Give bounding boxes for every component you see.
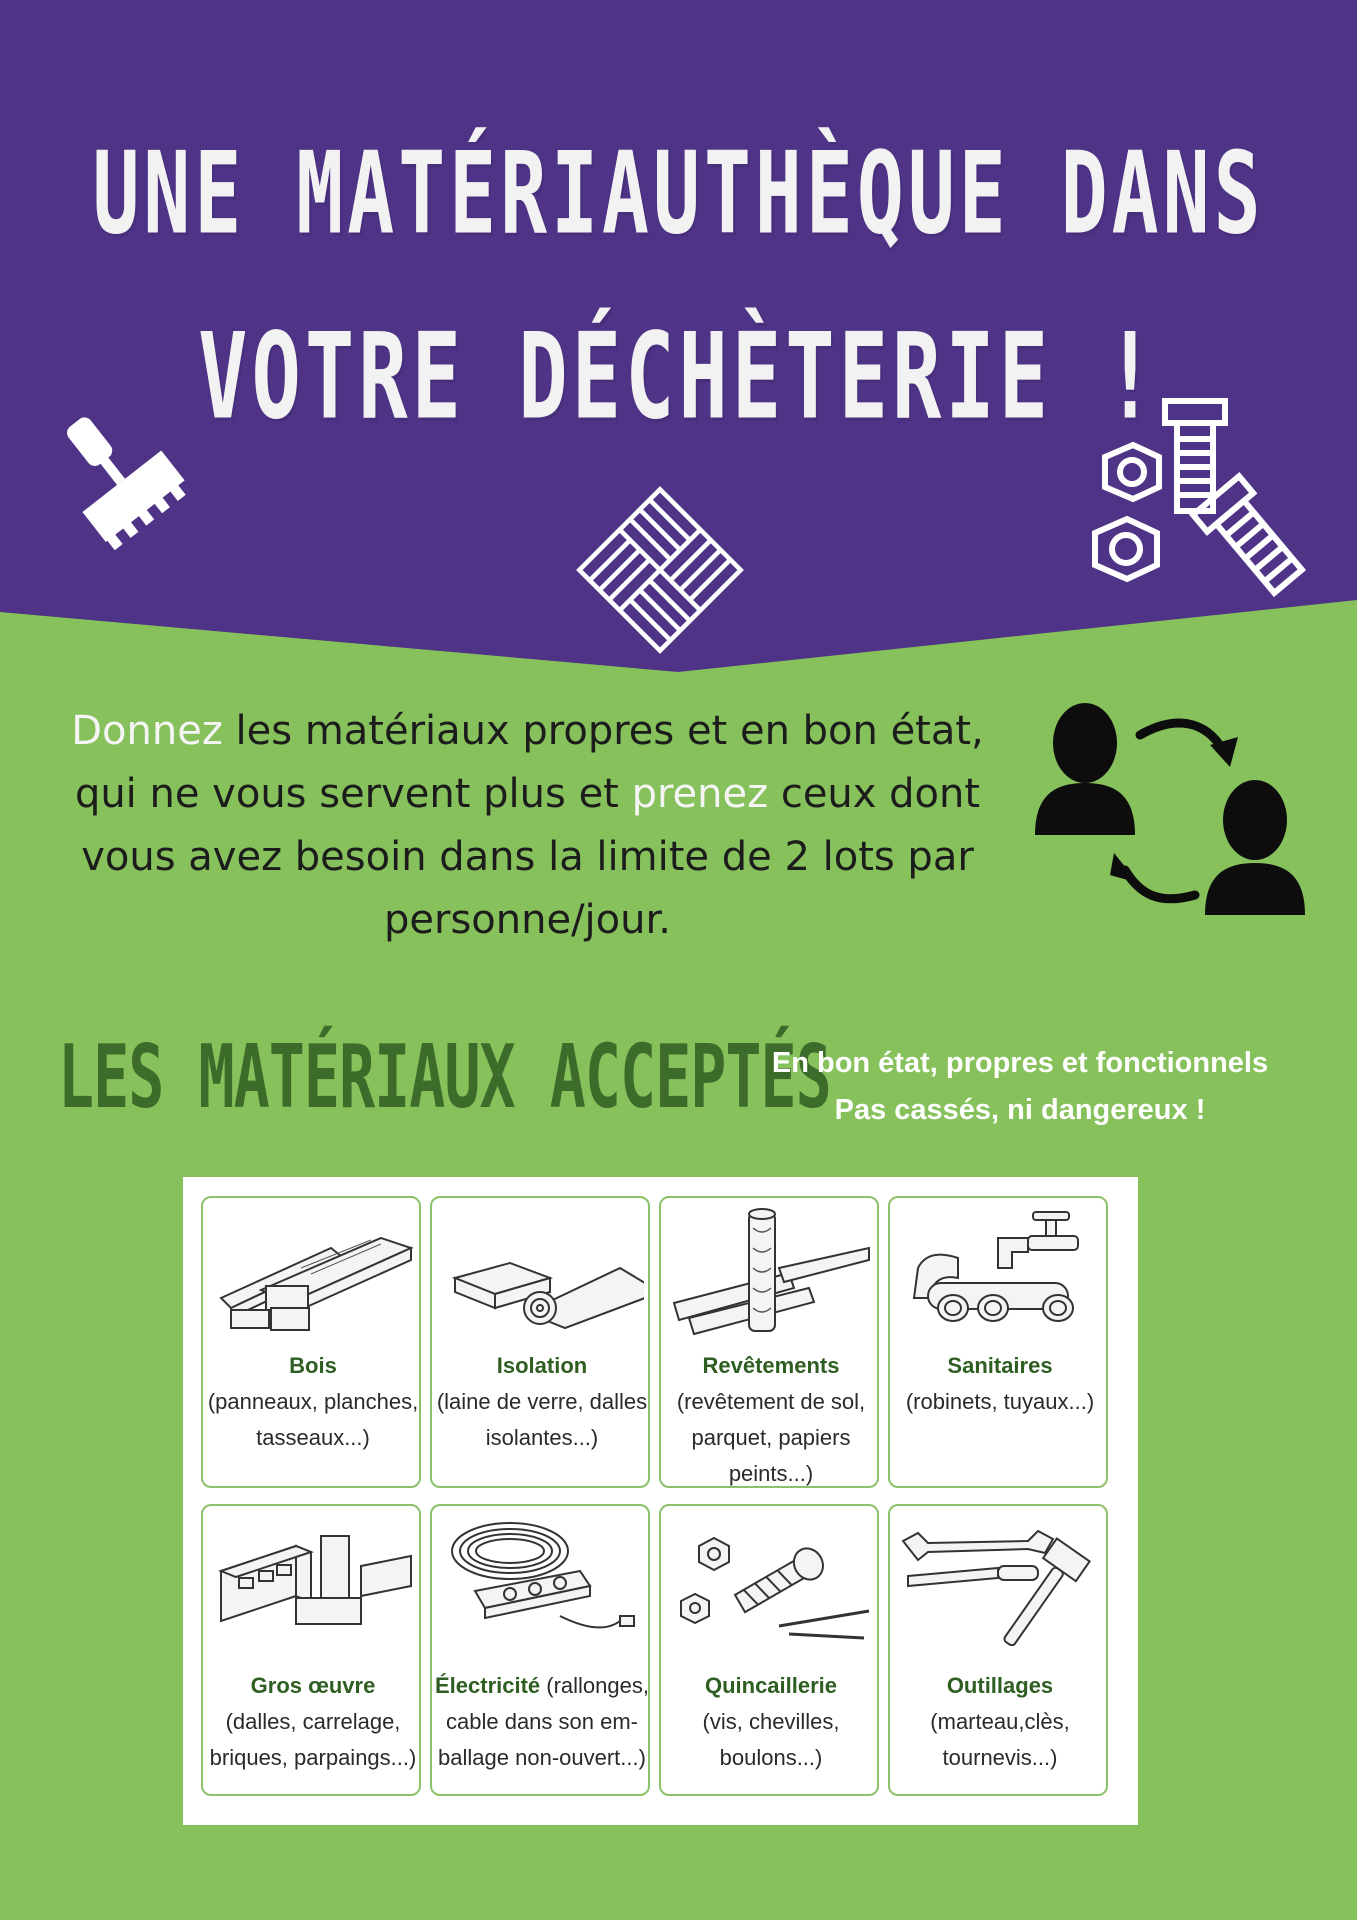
- category-text: [663, 1348, 879, 1492]
- intro-text-part1: les matériaux propres et en bon état, qui ne vous servent plus et: [74, 708, 984, 817]
- category-name: Bois: [289, 1353, 337, 1378]
- category-text: [892, 1668, 1108, 1776]
- accepted-note-1: En bon état, propres et fonctionnels: [771, 1047, 1269, 1079]
- accepted-conditions: [730, 1040, 1310, 1134]
- category-details: (marteau,clès, tournevis...): [930, 1709, 1070, 1770]
- category-details: (revêtement de sol, parquet, papiers peints...): [676, 1389, 866, 1486]
- category-card-sanitaires: [888, 1196, 1108, 1488]
- page-title-line-1: UNE MATÉRIAUTHÈQUE DANS: [92, 129, 1265, 261]
- category-name: Sanitaires: [947, 1353, 1053, 1378]
- materials-grid: [183, 1177, 1138, 1825]
- intro-prenez: prenez: [631, 771, 769, 817]
- accepted-materials-heading: LES MATÉRIAUX ACCEPTÉS: [58, 1027, 831, 1129]
- intro-donnez: Donnez: [71, 708, 223, 754]
- category-details: (panneaux, planches, tasseaux...): [207, 1389, 419, 1450]
- power-strip-icon: [440, 1516, 644, 1646]
- category-name: Électricité: [434, 1673, 541, 1698]
- nuts-bolts-icon: [1085, 395, 1315, 600]
- category-name: Revêtements: [702, 1353, 840, 1378]
- category-card-electricite: [430, 1504, 650, 1796]
- category-details: (laine de verre, dalles isolantes...): [436, 1389, 648, 1450]
- category-card-outillages: [888, 1504, 1108, 1796]
- accepted-note-2: Pas cassés, ni dangereux !: [834, 1094, 1206, 1126]
- wallpaper-roll-icon: [669, 1208, 873, 1338]
- category-name: Outillages: [946, 1673, 1054, 1698]
- intro-text-part2: ceux dont vous avez besoin dans la limite de 2 lots par personne/jour.: [81, 771, 981, 943]
- category-details: (dalles, carrelage, briques, parpaings...): [209, 1709, 417, 1770]
- category-name: Gros œuvre: [250, 1673, 376, 1698]
- category-text: [205, 1668, 421, 1776]
- category-text: [892, 1348, 1108, 1420]
- category-text: [663, 1668, 879, 1776]
- insulation-roll-icon: [440, 1208, 644, 1338]
- category-text: [434, 1348, 650, 1456]
- tools-icon: [898, 1516, 1102, 1646]
- category-text: [434, 1668, 650, 1776]
- category-details: (robinets, tuyaux...): [905, 1389, 1095, 1414]
- category-details: (rallonges, cable dans son em-ballage non-ouvert...): [438, 1673, 649, 1770]
- category-details: (vis, chevilles, boulons...): [702, 1709, 840, 1770]
- category-name: Isolation: [496, 1353, 588, 1378]
- screws-nails-icon: [669, 1516, 873, 1646]
- bricks-icon: [211, 1516, 415, 1646]
- page-title-line-2: VOTRE DÉCHÈTERIE !: [198, 308, 1159, 447]
- category-card-gros-oeuvre: [201, 1504, 421, 1796]
- faucet-pipes-icon: [898, 1208, 1102, 1338]
- parquet-tile-icon: [565, 485, 755, 655]
- category-name: Quincaillerie: [704, 1673, 838, 1698]
- wood-planks-icon: [211, 1208, 415, 1338]
- category-card-quincaillerie: [659, 1504, 879, 1796]
- category-text: [205, 1348, 421, 1456]
- intro-paragraph: [40, 700, 1015, 952]
- people-exchange-icon: [1030, 695, 1315, 935]
- trowel-icon: [60, 395, 210, 575]
- category-card-isolation: [430, 1196, 650, 1488]
- category-card-revetements: [659, 1196, 879, 1488]
- category-card-bois: [201, 1196, 421, 1488]
